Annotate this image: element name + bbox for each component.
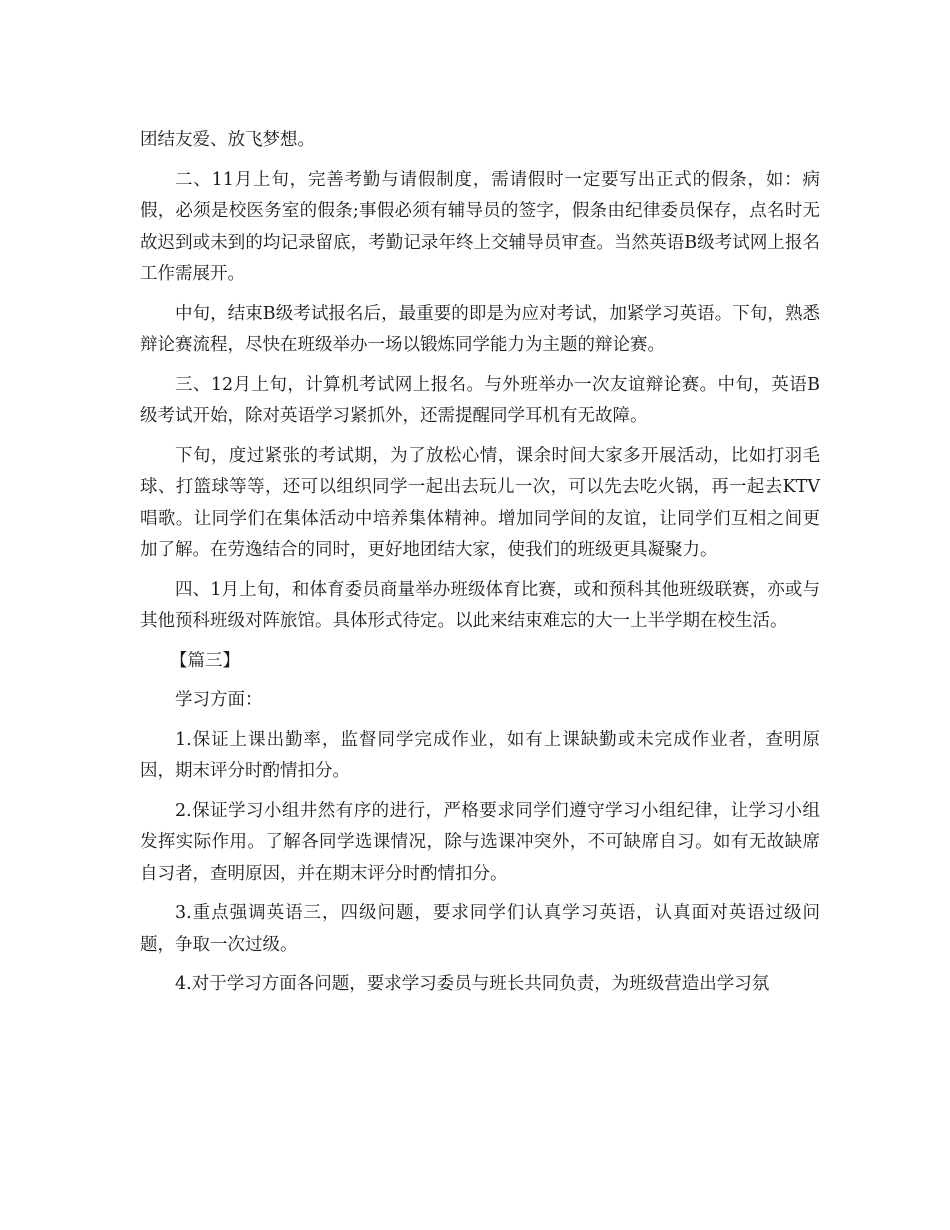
list-item-3: 3.重点强调英语三，四级问题，要求同学们认真学习英语，认真面对英语过级问题，争取一次过级。 [140, 903, 820, 955]
paragraph-january: 四、1月上旬，和体育委员商量举办班级体育比赛，或和预科其他班级联赛，亦或与其他预科班级对阵旅馆。具体形式待定。以此来结束难忘的大一上半学期在校生活。 [140, 579, 820, 631]
paragraph-november: 二、11月上旬，完善考勤与请假制度，需请假时一定要写出正式的假条，如：病假，必须是校医务室的假条;事假必须有辅导员的签字，假条由纪律委员保存，点名时无故迟到或未到的均记录留底，考勤记录年终上交辅导员审查。当然英语B级考试网上报名工作需展开。 [140, 169, 820, 284]
list-item-4: 4.对于学习方面各问题，要求学习委员与班长共同负责，为班级营造出学习氛 [175, 974, 770, 994]
document-body [140, 125, 820, 1009]
paragraph-december: 三、12月上旬，计算机考试网上报名。与外班举办一次友谊辩论赛。中旬，英语B级考试开始，除对英语学习紧抓外，还需提醒同学耳机有无故障。 [140, 374, 820, 426]
section-heading: 【篇三】 [170, 650, 240, 671]
paragraph-continuation: 团结友爱、放飞梦想。 [140, 130, 315, 150]
paragraph-november-mid: 中旬，结束B级考试报名后，最重要的即是为应对考试，加紧学习英语。下旬，熟悉辩论赛流程，尽快在班级举办一场以锻炼同学能力为主题的辩论赛。 [140, 303, 820, 355]
list-item-2: 2.保证学习小组井然有序的进行，严格要求同学们遵守学习小组纪律，让学习小组发挥实际作用。了解各同学选课情况，除与选课冲突外，不可缺席自习。如有无故缺席自习者，查明原因，并在期末评分时酌情扣分。 [140, 800, 820, 884]
paragraph-december-late: 下旬，度过紧张的考试期，为了放松心情，课余时间大家多开展活动，比如打羽毛球、打篮球等等，还可以组织同学一起出去玩儿一次，可以先去吃火锅，再一起去KTV唱歌。让同学们在集体活动中培养集体精神。增加同学间的友谊，让同学们互相之间更加了解。在劳逸结合的同时，更好地团结大家，使我们的班级更具凝聚力。 [140, 445, 820, 560]
list-item-1: 1.保证上课出勤率，监督同学完成作业，如有上课缺勤或未完成作业者，查明原因，期末评分时酌情扣分。 [140, 729, 820, 781]
subheading-study: 学习方面： [175, 690, 263, 710]
